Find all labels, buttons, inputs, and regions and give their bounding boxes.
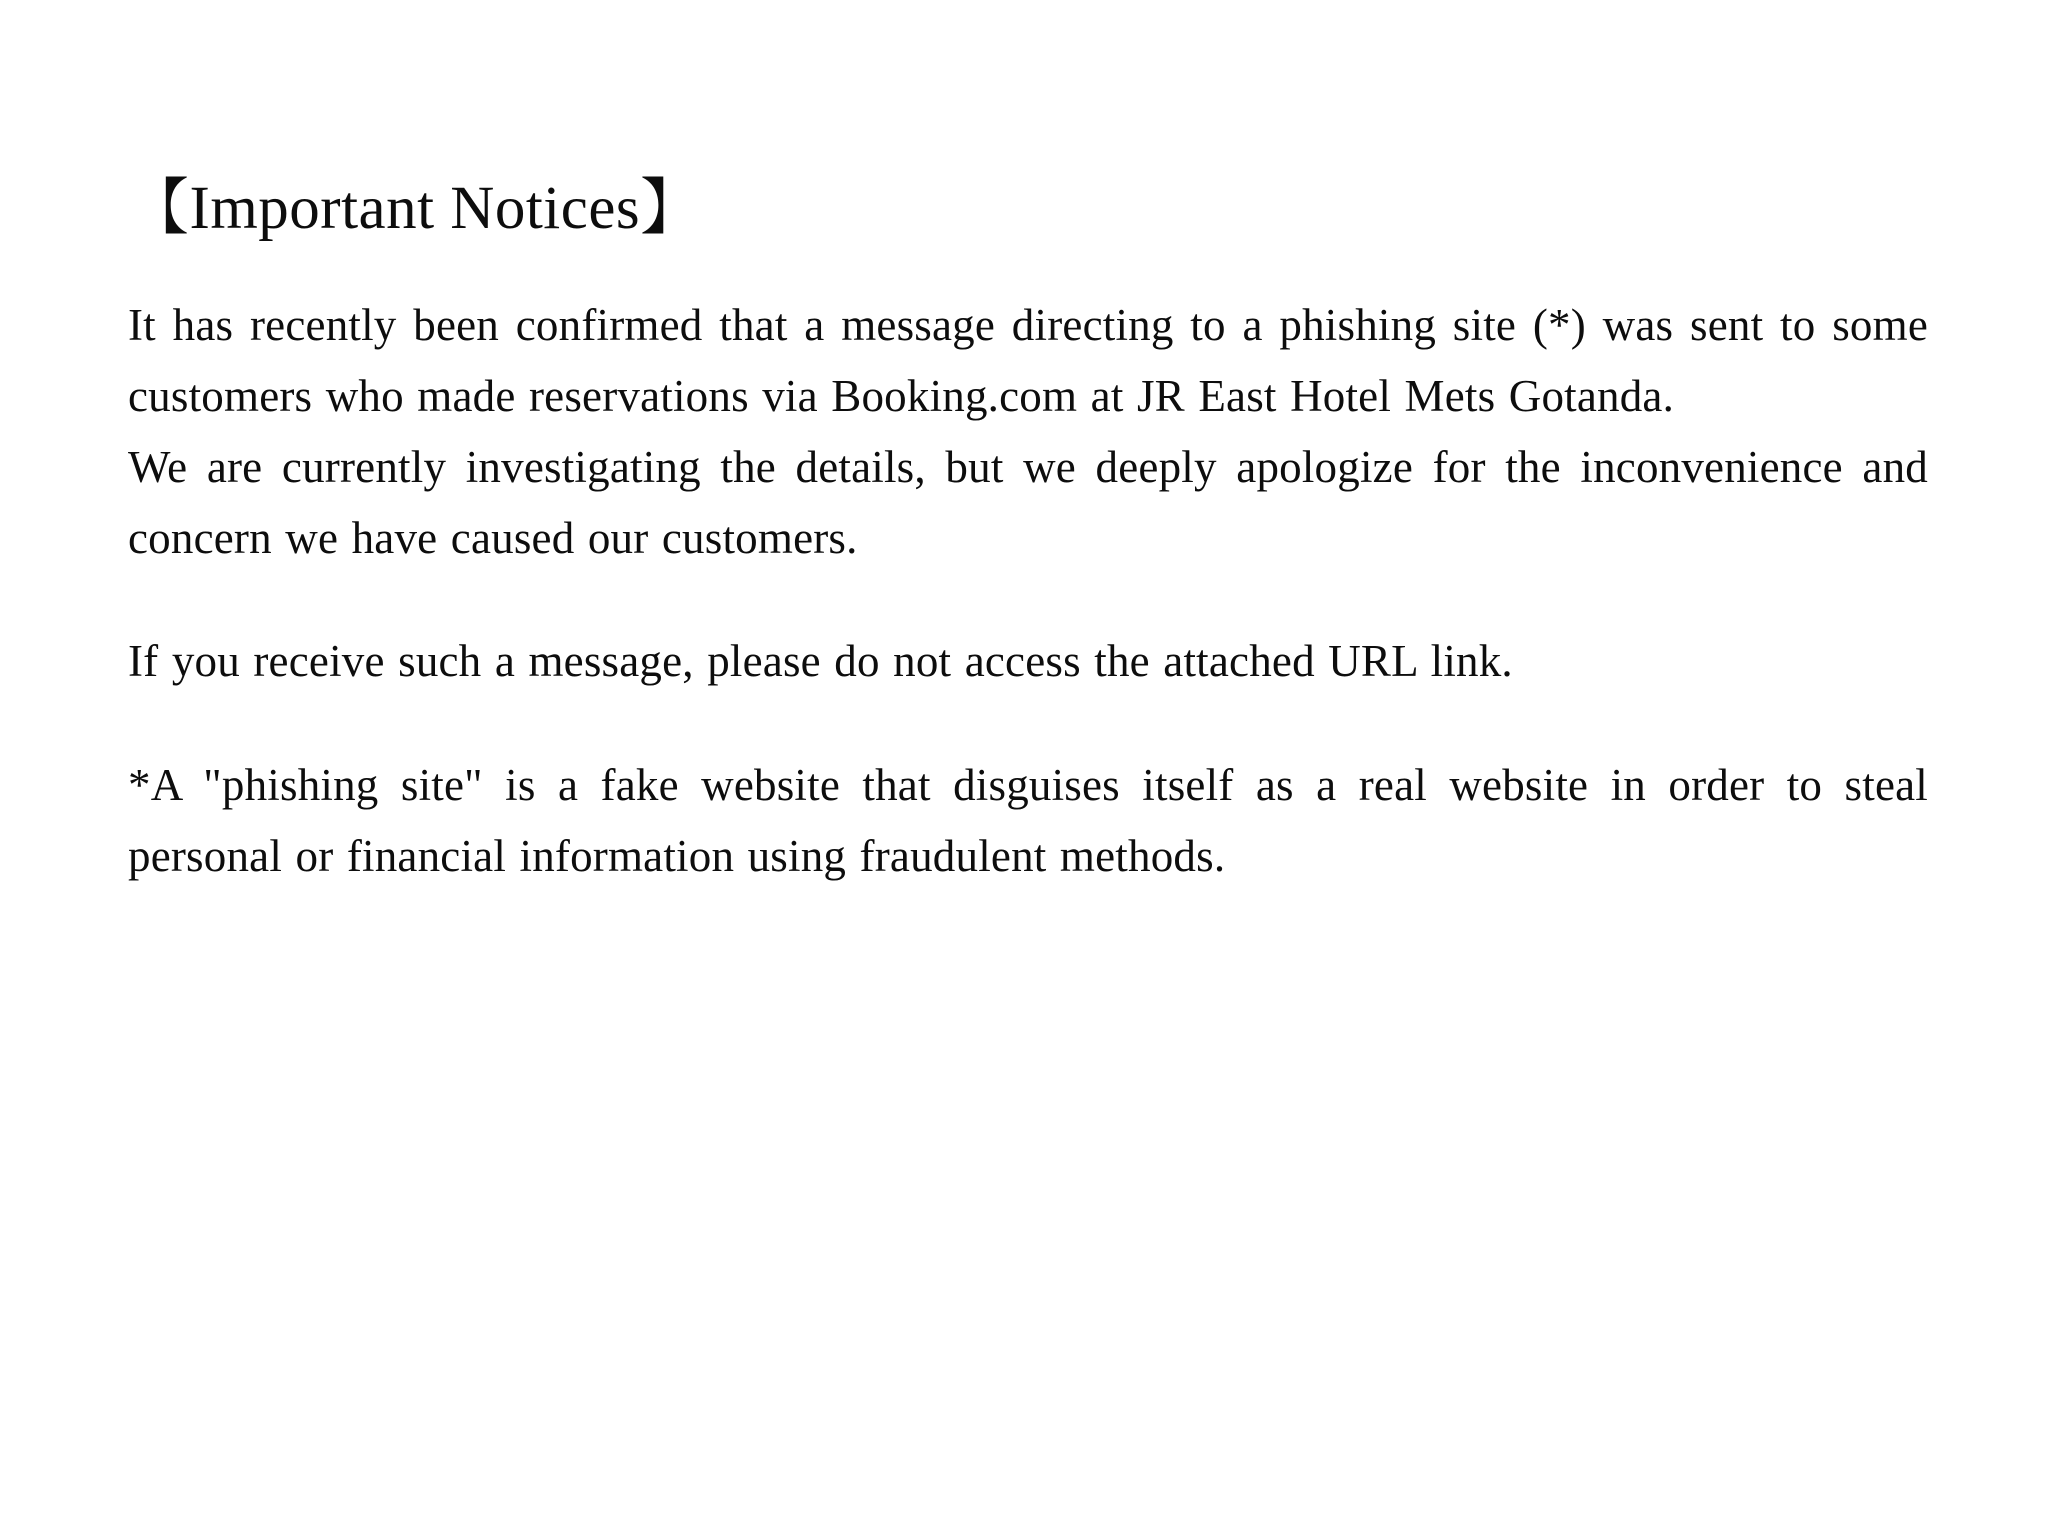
paragraph-footnote: *A "phishing site" is a fake website that disguises itself as a real website in order to steal personal or financial information using fraudulent methods. [128,759,1928,881]
paragraph-intro: It has recently been confirmed that a message directing to a phishing site (*) was sent to some customers who made reservations via Booking.com at JR East Hotel Mets Gotanda. [128,300,1928,422]
page-title: 【Important Notices】 [128,175,702,242]
paragraph-warning: If you receive such a message, please do not access the attached URL link. [128,636,1513,687]
paragraph-spacer-2 [128,698,1928,750]
notice-body [128,290,1928,892]
paragraph-spacer-1 [128,574,1928,626]
paragraph-apology: We are currently investigating the details, but we deeply apologize for the inconvenience and concern we have caused our customers. [128,442,1928,564]
